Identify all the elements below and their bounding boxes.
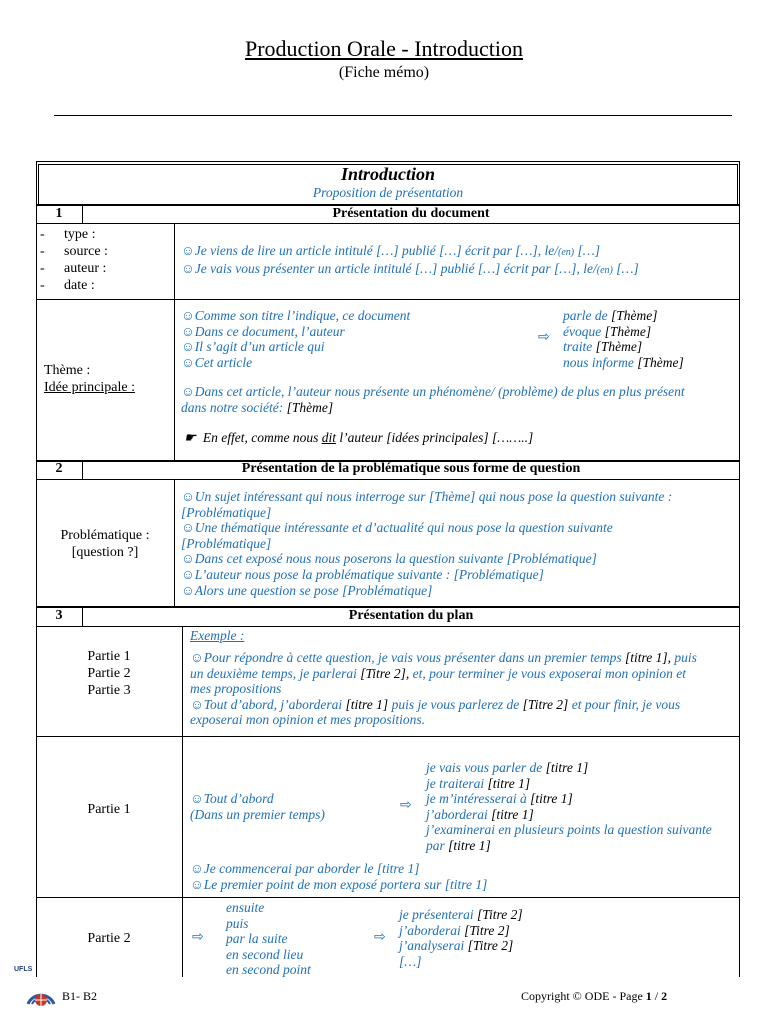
partie2-connectors: ensuite puis par la suite en second lieu en second point [226, 900, 311, 978]
col-divider [174, 223, 175, 460]
row-line [36, 299, 740, 300]
page-title: Production Orale - Introduction [245, 36, 523, 61]
partie1-verbs: je vais vous parler de [titre 1] je traiterai [titre 1] je m’intéresserai à [titre 1] j’aborderai [titre 1] j’examinerai en plusieurs points la question suivante par [titre 1] [426, 760, 712, 853]
row-line [36, 736, 740, 737]
field-date: - date : [40, 278, 95, 293]
row-line [36, 626, 740, 627]
ufls-logo: UFLS [22, 966, 60, 1008]
arrow-icon: ⇨ [538, 330, 550, 345]
partie2-verbs: je présenterai [Titre 2] j’aborderai [Titre 2] j’analyserai [Titre 2] […] [399, 907, 523, 969]
copyright: Copyright © ODE - Page 1 / 2 [521, 989, 668, 1003]
field-type: - type : [40, 227, 96, 242]
theme-phrases [181, 308, 410, 370]
arrow-icon: ⇨ [192, 930, 204, 945]
field-list [40, 226, 108, 294]
section-number: 1 [55, 206, 63, 221]
section-heading: Présentation du plan [348, 608, 474, 623]
theme-verb: parle de [Thème] [563, 308, 658, 323]
level-badge: B1- B2 [62, 989, 98, 1003]
col-divider [174, 479, 175, 606]
main-idea-label: Idée principale : [44, 380, 135, 395]
partie1-extra: ☺Je commencerai par aborder le [titre 1] ☺Le premier point de mon exposé portera sur [titre 1] [190, 861, 488, 892]
col-divider [182, 626, 183, 977]
theme-verb: évoque [Thème] [563, 323, 652, 339]
partie1-label: Partie 1 [87, 802, 131, 817]
pointing-hand-icon: ☛ [184, 430, 197, 445]
example-label: Exemple : [190, 628, 245, 643]
header-rule [54, 115, 732, 116]
row-line [36, 223, 740, 224]
row-line [36, 479, 740, 480]
theme-verb: nous informe [Thème] [563, 354, 684, 370]
doc-phrase: ☺Je viens de lire un article intitulé […] publié […] écrit par […], le/(en) […] [181, 243, 600, 258]
doc-phrase: ☺Je vais vous présenter un article intitulé […] publié […] écrit par […], le/(en) […] [181, 260, 639, 276]
page-subtitle: (Fiche mémo) [338, 64, 430, 81]
section-number: 3 [55, 608, 63, 623]
field-source: - source : [40, 244, 108, 259]
theme-phrase: ☺Cet article [181, 354, 253, 370]
section-number: 2 [55, 461, 63, 476]
theme-paragraph: ☺Dans cet article, l’auteur nous présente un phénomène/ (problème) de plus en plus présent dans notre société: [Thème] [181, 384, 685, 415]
field-author: - auteur : [40, 261, 107, 276]
theme-label: Thème : [44, 363, 91, 378]
theme-verbs [563, 308, 684, 370]
theme-verb: traite [Thème] [563, 339, 643, 355]
theme-phrase: ☺Dans ce document, l’auteur [181, 323, 345, 339]
theme-note: ☛ En effet, comme nous dit l’auteur [idées principales] [……..] [184, 430, 534, 445]
section-heading: Présentation du document [332, 206, 490, 221]
row-line [36, 897, 740, 898]
theme-phrase: ☺Comme son titre l’indique, ce document [181, 308, 411, 323]
section-heading: Présentation de la problématique sous forme de question [241, 461, 581, 476]
doc-phrases [181, 243, 639, 278]
partie1-intro: ☺Tout d’abord (Dans un premier temps) [190, 791, 325, 822]
partie2-label: Partie 2 [87, 931, 131, 946]
problem-label: Problématique : [question ?] [60, 528, 150, 560]
plan-example: ☺Pour répondre à cette question, je vais vous présenter dans un premier temps [titre 1], puis un deuxième temps, je parlerai [Titre 2], et, pour terminer je vous exposerai mon opinion et mes propositions ☺Tout d’abord, j’aborderai [titre 1] puis je vous parlerez de [Titre 2] et pour finir, je vous exposerai mon opinion et mes propositions. [190, 650, 697, 728]
arrow-icon: ⇨ [374, 930, 386, 945]
plan-parts: Partie 1 Partie 2 Partie 3 [87, 649, 131, 698]
theme-phrase: ☺Il s’agit d’un article qui [181, 339, 325, 355]
banner-title: Introduction [340, 164, 436, 184]
banner-subtitle: Proposition de présentation [312, 185, 464, 200]
arrow-icon: ⇨ [400, 798, 412, 813]
problem-phrases: ☺Un sujet intéressant qui nous interroge sur [Thème] qui nous pose la question suivante : [Problématique] ☺Une thématique intéressante et d’actualité qui nous pose la question suivante [Problématique] ☺Dans cet exposé nous nous poserons la question suivante [Problématique] ☺L’auteur nous pose la problématique suivante : [Problématique] ☺Alors une question se pose [Problématique] [181, 489, 673, 598]
